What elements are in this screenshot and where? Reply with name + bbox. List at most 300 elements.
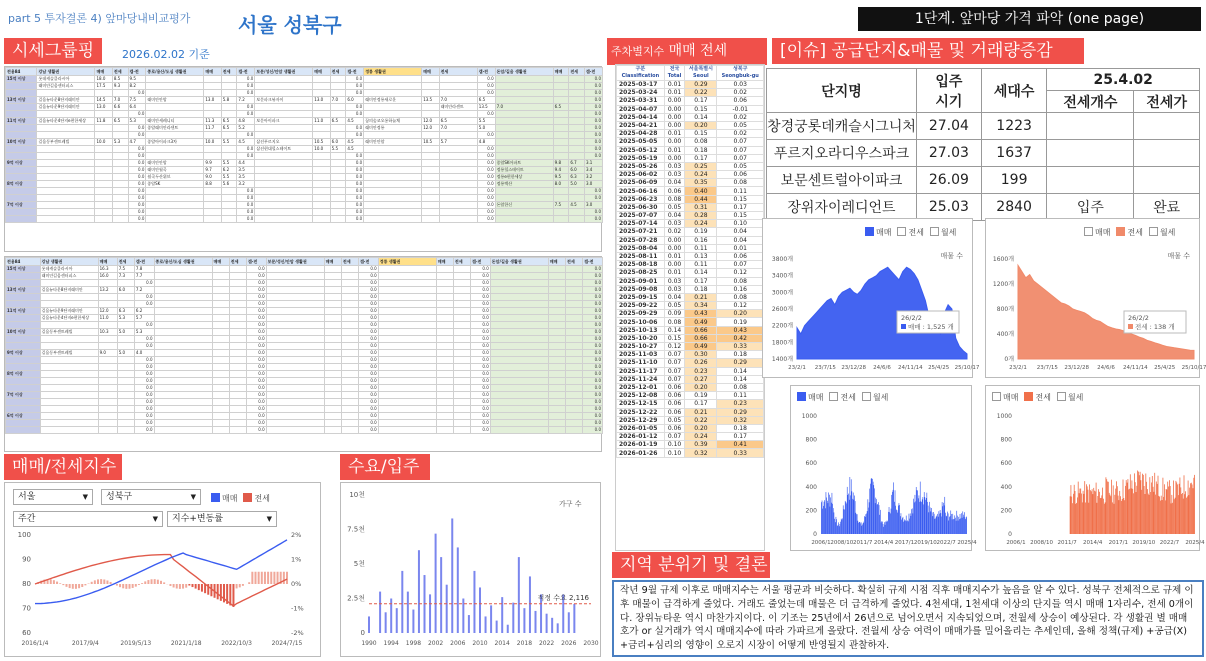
- volume-bar: [849, 500, 850, 534]
- volume-bar: [846, 502, 847, 534]
- sheet-cell: 0.0: [471, 280, 491, 287]
- weekly-date-cell: 2025-10-27: [617, 343, 665, 351]
- sheet-cell: 3.2: [584, 174, 602, 181]
- x-tick-label: 2019/10: [913, 540, 937, 546]
- sheet-cell: [204, 90, 221, 97]
- sheet-cell: 0.0: [359, 406, 379, 413]
- sheet-cell: [266, 273, 324, 280]
- sheet-cell: 0.0: [134, 357, 154, 364]
- sheet-cell: [154, 406, 212, 413]
- y-tick-label: 1000: [801, 413, 817, 420]
- sheet-cell: [436, 385, 453, 392]
- demand-header: [340, 454, 430, 480]
- legend-monthly-label: 월세: [872, 393, 889, 402]
- demand-bar: [429, 594, 431, 633]
- sheet-cell: [378, 280, 436, 287]
- sheet-cell: 0.0: [471, 315, 491, 322]
- sheet-header-row: [6, 68, 603, 76]
- volume-bar: [903, 522, 904, 534]
- sheet-row: [6, 413, 603, 420]
- sheet-cell: [146, 153, 204, 160]
- sheet-cell: [495, 76, 553, 83]
- region-select[interactable]: [13, 489, 93, 505]
- sheet-cell: [548, 420, 565, 427]
- sheet-cell: 7.3: [117, 273, 134, 280]
- volume-bar: [913, 513, 914, 534]
- volume-bar: [960, 519, 961, 535]
- weekly-row: [617, 113, 764, 121]
- supply-header-jeonse-count: 전세개수: [1047, 91, 1134, 113]
- sheet-cell: 4.7: [128, 139, 146, 146]
- volume-bar: [896, 510, 897, 534]
- sheet-cell: [490, 427, 548, 434]
- weekly-row: [617, 449, 764, 457]
- volume-bar: [913, 499, 914, 534]
- sheet-cell: 4.4: [237, 160, 255, 167]
- volume-bar: [1188, 481, 1189, 535]
- change-bar: [110, 582, 112, 584]
- sheet-cell: [453, 294, 470, 301]
- sheet-cell: [112, 146, 128, 153]
- volume-bar: [930, 507, 931, 534]
- sheet-cell: 7.0: [112, 97, 128, 104]
- sheet-cell: [266, 378, 324, 385]
- sheet-cell: 0.0: [471, 413, 491, 420]
- volume-bar: [857, 514, 858, 534]
- volume-bar: [1128, 479, 1129, 534]
- sheet-cell: [341, 266, 358, 273]
- sheet-cell: [229, 385, 246, 392]
- volume-bar: [1075, 504, 1076, 534]
- sheet-cell: [266, 329, 324, 336]
- sheet-cell: [422, 83, 439, 90]
- sheet-cell: [229, 287, 246, 294]
- sheet-cell: [330, 216, 346, 223]
- volume-bar: [1160, 501, 1161, 534]
- sheet-cell: [330, 104, 346, 111]
- demand-bar: [518, 557, 520, 633]
- volume-bar: [1170, 486, 1171, 534]
- sheet-row: [6, 357, 603, 364]
- volume-bar: [907, 520, 908, 534]
- sheet-cell: 0.0: [584, 132, 602, 139]
- sheet-cell: [569, 139, 585, 146]
- volume-bar: [831, 503, 832, 534]
- volume-bar: [940, 510, 941, 534]
- sheet-cell: [495, 188, 553, 195]
- sheet-cell: [364, 188, 422, 195]
- sheet-cell: [364, 167, 422, 174]
- change-bar: [56, 582, 58, 584]
- weekly-row: [617, 318, 764, 326]
- sheet-cell: 12.0: [98, 308, 117, 315]
- x-tick-label: 2008/10: [830, 540, 854, 546]
- sheet-cell: 5.5: [330, 146, 346, 153]
- weekly-header-cell: 서울특별시 Seoul: [685, 66, 717, 81]
- proper-demand-label: 적정 수요 2,116: [537, 593, 589, 602]
- sheet-cell: [378, 266, 436, 273]
- weekly-date-cell: 2025-06-16: [617, 187, 665, 195]
- sheet-cell: [221, 104, 237, 111]
- sheet-header-cell: 돈암/길음 생활권: [490, 258, 548, 266]
- sheet-cell: [422, 76, 439, 83]
- sheet-cell: [212, 343, 229, 350]
- sheet-cell: [548, 385, 565, 392]
- sheet-cell: [453, 385, 470, 392]
- weekly-row: [617, 146, 764, 154]
- sheet-cell: [490, 322, 548, 329]
- sheet-cell: [98, 343, 117, 350]
- sheet-cell: [212, 406, 229, 413]
- sheet-cell: 0.0: [128, 188, 146, 195]
- sheet-group-label: [6, 427, 41, 434]
- sheet-cell: 0.0: [583, 322, 603, 329]
- x-tick-label: 2025/4: [1185, 540, 1205, 546]
- weekly-row: [617, 277, 764, 285]
- sheet-cell: 0.0: [128, 153, 146, 160]
- sheet-cell: 삼선현대힐스테이트: [255, 146, 313, 153]
- sheet-cell: 6.2: [221, 167, 237, 174]
- volume-bar: [946, 516, 947, 534]
- volume-bar: [1099, 492, 1100, 534]
- weekly-value-cell: 0.02: [717, 113, 764, 121]
- sheet-cell: [553, 97, 569, 104]
- volume-bar: [868, 508, 869, 534]
- sheet-cell: 길음동부센트레빌: [40, 329, 98, 336]
- demand-bar: [446, 585, 448, 633]
- sheet-cell: 9.0: [98, 350, 117, 357]
- sheet-cell: 6.5: [112, 118, 128, 125]
- volume-bar: [1103, 499, 1104, 534]
- sheet-header-cell: 매매: [204, 68, 221, 76]
- weekly-value-cell: 0.07: [717, 146, 764, 154]
- sheet-cell: 18.0: [95, 76, 112, 83]
- volume-bar: [922, 499, 923, 534]
- weekly-value-cell: 0.14: [685, 113, 717, 121]
- y-tick-label: 1600개: [992, 256, 1014, 263]
- y-tick-label: 800: [1000, 436, 1012, 444]
- sheet-cell: [229, 406, 246, 413]
- volume-bar: [1074, 485, 1075, 534]
- weekly-date-cell: 2025-07-28: [617, 236, 665, 244]
- sheet-cell: [229, 315, 246, 322]
- weekly-row: [617, 220, 764, 228]
- volume-bar: [954, 519, 955, 534]
- sheet-cell: 11.8: [95, 118, 112, 125]
- sheet-cell: [453, 420, 470, 427]
- volume-bar: [830, 507, 831, 534]
- sheet-cell: [313, 202, 330, 209]
- volume-bar: [837, 526, 838, 534]
- sheet-cell: 삼선푸르지오: [255, 139, 313, 146]
- x-tick-label: 2008/10: [1030, 540, 1054, 546]
- mode-select[interactable]: [167, 511, 277, 527]
- sheet-cell: [154, 427, 212, 434]
- sheet-cell: [364, 146, 422, 153]
- sheet-cell: 0.0: [359, 427, 379, 434]
- tooltip-swatch: [1128, 324, 1133, 329]
- volume-bar: [1118, 496, 1119, 534]
- sheet-cell: [439, 160, 477, 167]
- sheet-cell: 0.0: [128, 132, 146, 139]
- sheet-cell: 길음뉴타운8단지래미안: [37, 97, 95, 104]
- change-bar: [255, 572, 257, 584]
- volume-bar: [858, 521, 859, 534]
- sheet-cell: [37, 209, 95, 216]
- volume-bar: [1090, 490, 1091, 534]
- sheet-cell: [98, 420, 117, 427]
- volume-bar: [933, 516, 934, 534]
- sheet-group-label: [6, 280, 41, 287]
- sheet-cell: 0.0: [359, 392, 379, 399]
- sheet-header-cell: 갭·전: [246, 258, 266, 266]
- period-select[interactable]: [13, 511, 163, 527]
- weekly-value-cell: 0.07: [717, 138, 764, 146]
- x-tick-label: 2017/1: [1108, 540, 1128, 546]
- sheet-cell: [154, 287, 212, 294]
- change-bar: [188, 584, 190, 586]
- weekly-value-cell: 0.28: [685, 212, 717, 220]
- change-bar: [179, 584, 181, 589]
- sheet-cell: 7.0: [439, 125, 477, 132]
- sheet-cell: [439, 216, 477, 223]
- sheet-cell: 0.0: [471, 406, 491, 413]
- sheet-cell: [229, 420, 246, 427]
- x-tick-label: 2006: [450, 640, 466, 647]
- sheet-cell: [266, 392, 324, 399]
- volume-bar: [935, 518, 936, 534]
- weekly-value-cell: 0.04: [664, 179, 685, 187]
- weekly-date-cell: 2025-03-17: [617, 81, 665, 89]
- volume-bar: [879, 505, 880, 534]
- sheet-cell: 0.0: [134, 364, 154, 371]
- sheet-cell: [324, 322, 341, 329]
- weekly-header-cell: 구분 Classification: [617, 66, 665, 81]
- sheet-cell: [40, 371, 98, 378]
- legend-jeonse-label: 전세: [1127, 228, 1143, 237]
- sheet-cell: [221, 76, 237, 83]
- district-select[interactable]: [101, 489, 201, 505]
- sheet-cell: 10.5: [422, 139, 439, 146]
- sheet-cell: [154, 413, 212, 420]
- sheet-group-label: [6, 90, 37, 97]
- sheet-cell: 정릉힐스테이트: [495, 167, 553, 174]
- sheet-cell: 0.0: [237, 188, 255, 195]
- chevron-down-icon: ▼: [190, 493, 196, 501]
- sheet-cell: 0.0: [359, 420, 379, 427]
- sheet-cell: [495, 132, 553, 139]
- change-bar: [75, 584, 77, 589]
- sheet-cell: [453, 357, 470, 364]
- sheet-cell: 11.0: [98, 315, 117, 322]
- weekly-value-cell: 0.17: [685, 97, 717, 105]
- sheet-cell: [117, 301, 134, 308]
- sheet-cell: [40, 378, 98, 385]
- demand-series-label: 가구 수: [559, 500, 582, 508]
- sheet-cell: 종암SK아파트: [495, 160, 553, 167]
- sheet-cell: 0.0: [477, 209, 495, 216]
- volume-bar: [1120, 496, 1121, 534]
- sheet-cell: [98, 280, 117, 287]
- sheet-cell: [40, 343, 98, 350]
- change-bar: [94, 580, 96, 584]
- volume-bar: [958, 517, 959, 534]
- chevron-down-icon: ▼: [82, 493, 88, 501]
- volume-bar: [833, 508, 834, 534]
- sheet-cell: [436, 420, 453, 427]
- y-tick-label: 5천: [353, 560, 365, 568]
- demand-title: 수요/입주: [348, 457, 420, 477]
- sheet-cell: [229, 371, 246, 378]
- sheet-cell: 0.0: [134, 413, 154, 420]
- weekly-date-cell: 2025-07-07: [617, 212, 665, 220]
- demand-chart-panel: [340, 482, 601, 657]
- sheet-cell: [495, 118, 553, 125]
- volume-bar: [956, 521, 957, 534]
- sheet-cell: 0.0: [583, 315, 603, 322]
- volume-bar: [964, 512, 965, 534]
- volume-bar: [920, 482, 921, 534]
- volume-bar: [953, 519, 954, 534]
- sheet-header-cell: 매매: [553, 68, 569, 76]
- x-tick-label: 2025/4: [957, 540, 977, 546]
- sheet-cell: 0.0: [134, 301, 154, 308]
- volume-bar: [894, 502, 895, 534]
- sheet-cell: 0.0: [237, 216, 255, 223]
- sheet-cell: 6.2: [134, 308, 154, 315]
- weekly-value-cell: 0.03: [664, 277, 685, 285]
- sheet-cell: [221, 90, 237, 97]
- sheet-cell: [255, 195, 313, 202]
- sheet-cell: 래미안월곡: [146, 167, 204, 174]
- volume-bar: [1189, 488, 1190, 534]
- volume-bar: [895, 490, 896, 534]
- change-bar: [163, 582, 165, 584]
- sheet-cell: [229, 273, 246, 280]
- sheet-cell: [98, 385, 117, 392]
- sheet-group-label: [6, 188, 37, 195]
- sheet-cell: 0.0: [134, 322, 154, 329]
- sheet-cell: 7.5: [553, 202, 569, 209]
- sheet-header-cell: 전세: [229, 258, 246, 266]
- volume-bar: [958, 521, 959, 534]
- volume-bar: [1153, 487, 1154, 534]
- sheet-group-label: [6, 111, 37, 118]
- sheet-cell: 0.0: [471, 364, 491, 371]
- sheet-cell: [221, 216, 237, 223]
- sheet-cell: 0.0: [583, 357, 603, 364]
- sheet-cell: [439, 83, 477, 90]
- weekly-value-cell: 0.03: [664, 220, 685, 228]
- sheet-group-label: [6, 167, 37, 174]
- sheet-cell: [490, 315, 548, 322]
- sheet-cell: [255, 174, 313, 181]
- weekly-date-cell: 2025-05-26: [617, 162, 665, 170]
- legend-sale-swatch: [211, 493, 220, 502]
- sheet-cell: [566, 413, 583, 420]
- sheet-row: [6, 427, 603, 434]
- supply-header-households: 세대수: [981, 69, 1047, 113]
- sheet-cell: 돈암한신: [495, 202, 553, 209]
- weekly-value-cell: 0.49: [685, 343, 717, 351]
- weekly-value-cell: 0.15: [717, 212, 764, 220]
- volume-sale-bar-chart: [791, 386, 977, 552]
- sheet-cell: [436, 413, 453, 420]
- volume-bar: [1183, 499, 1184, 534]
- sheet-cell: [204, 216, 221, 223]
- sheet-cell: 0.0: [477, 83, 495, 90]
- sheet-cell: 4.8: [477, 139, 495, 146]
- sheet-cell: [490, 357, 548, 364]
- y-right-tick: 2%: [291, 531, 302, 539]
- volume-bar: [1154, 492, 1155, 534]
- sheet-cell: 0.0: [471, 273, 491, 280]
- sheet-cell: [378, 357, 436, 364]
- sheet-cell: [255, 188, 313, 195]
- volume-bar: [1110, 495, 1111, 534]
- volume-bar: [957, 516, 958, 534]
- volume-bar: [1179, 484, 1180, 534]
- volume-bar: [956, 511, 957, 534]
- volume-bar: [1177, 484, 1178, 534]
- x-tick-label: 1998: [405, 640, 422, 647]
- volume-bar: [863, 523, 864, 534]
- sheet-cell: [212, 378, 229, 385]
- y-tick-label: 1800개: [771, 339, 793, 347]
- volume-bar: [908, 521, 909, 534]
- volume-bar: [952, 514, 953, 534]
- volume-bar: [840, 524, 841, 534]
- sheet-cell: 롯데캐슬클라시아: [40, 266, 98, 273]
- sheet-cell: [229, 329, 246, 336]
- volume-bar: [1176, 482, 1177, 534]
- sheet-cell: [229, 364, 246, 371]
- sheet-cell: [313, 195, 330, 202]
- sheet-cell: [436, 364, 453, 371]
- sheet-cell: [439, 188, 477, 195]
- sheet-cell: 5.6: [221, 181, 237, 188]
- sheet-cell: [341, 413, 358, 420]
- sheet-row: [6, 364, 603, 371]
- sheet-cell: [378, 315, 436, 322]
- sheet-cell: 0.0: [477, 160, 495, 167]
- sheet-cell: 8.5: [112, 76, 128, 83]
- sheet-cell: 13.5: [477, 104, 495, 111]
- change-bar: [239, 584, 241, 587]
- sheet-cell: 6.5: [553, 104, 569, 111]
- weekly-header-row: [617, 66, 764, 81]
- sheet-cell: [313, 216, 330, 223]
- sheet-cell: 6.3: [117, 308, 134, 315]
- sheet-cell: 0.0: [128, 181, 146, 188]
- volume-bar: [951, 514, 952, 534]
- weekly-value-cell: 0.31: [685, 203, 717, 211]
- sheet-cell: 0.0: [359, 301, 379, 308]
- sheet-header-cell: 매매: [98, 258, 117, 266]
- volume-bar: [842, 518, 843, 534]
- x-tick-label: 2006/1: [811, 540, 831, 546]
- weekly-value-cell: 0.12: [664, 343, 685, 351]
- volume-bar: [1096, 483, 1097, 534]
- y-tick-label: 600: [805, 460, 817, 468]
- sheet-cell: [439, 90, 477, 97]
- sheet-cell: [266, 350, 324, 357]
- demand-bar: [440, 557, 442, 633]
- sheet-cell: [566, 301, 583, 308]
- volume-bar: [878, 502, 879, 534]
- volume-bar: [1105, 502, 1106, 534]
- demand-bar: [457, 547, 459, 633]
